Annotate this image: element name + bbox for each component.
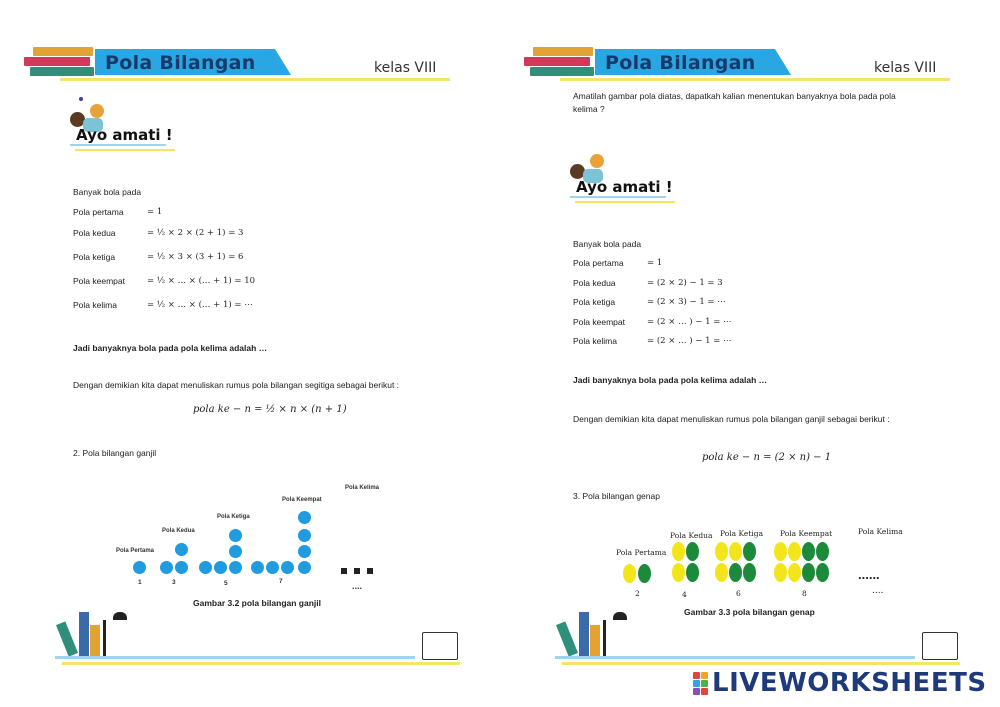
- ball: [133, 561, 146, 574]
- row-expr: = ½ × … × (… + 1) = 10: [147, 276, 256, 286]
- figure-ellipsis: ....: [352, 581, 363, 591]
- formula: pola ke − n = ½ × n × (n + 1): [193, 404, 347, 415]
- yellow-ball: [672, 542, 685, 561]
- section-heading: 3. Pola bilangan genap: [573, 491, 660, 501]
- ball: [298, 511, 311, 524]
- logo-square: [693, 672, 700, 679]
- footer-divider: [555, 656, 915, 659]
- row-expr: = ½ × 2 × (2 + 1) = 3: [147, 228, 244, 238]
- green-ball: [802, 542, 815, 561]
- page-right: [500, 0, 1000, 707]
- figure-label: Pola Kedua: [162, 528, 195, 534]
- yellow-ball: [788, 563, 801, 582]
- conclusion-text: Jadi banyaknya bola pada pola kelima adalah …: [73, 343, 268, 353]
- figure-dots: ......: [858, 567, 880, 582]
- logo-square: [701, 672, 708, 679]
- intro-text: Banyak bola pada: [73, 187, 142, 197]
- figure-number: 5: [224, 580, 228, 587]
- formula: pola ke − n = (2 × n) − 1: [702, 452, 832, 463]
- row-label: Pola keempat: [573, 317, 625, 327]
- logo-square: [701, 688, 708, 695]
- ayo-amati-heading: Ayo amati !: [76, 126, 173, 144]
- figure-number: 3: [172, 579, 176, 586]
- header-divider: [60, 78, 450, 81]
- ball: [229, 545, 242, 558]
- ball: [199, 561, 212, 574]
- question-text: Amatilah gambar pola diatas, dapatkah kalian menentukan banyaknya bola pada pola: [573, 91, 896, 101]
- ayo-amati-heading: Ayo amati !: [576, 178, 673, 196]
- ball: [175, 561, 188, 574]
- row-expr: = (2 × … ) − 1 = ⋯: [647, 336, 732, 346]
- green-ball: [743, 542, 756, 561]
- yellow-ball: [729, 542, 742, 561]
- figure-label: Pola Keempat: [780, 529, 833, 538]
- green-ball: [729, 563, 742, 582]
- ball: [229, 561, 242, 574]
- ball: [298, 529, 311, 542]
- ball: [298, 545, 311, 558]
- row-label: Pola pertama: [73, 207, 124, 217]
- ball: [298, 561, 311, 574]
- ellipsis-square: [367, 568, 373, 574]
- green-ball: [686, 542, 699, 561]
- figure-label: Pola Kedua: [670, 531, 713, 540]
- row-label: Pola kelima: [73, 300, 117, 310]
- row-label: Pola kelima: [573, 336, 617, 346]
- figure-number: 4: [682, 590, 687, 599]
- figure-label: Pola Pertama: [616, 548, 667, 557]
- yellow-ball: [774, 563, 787, 582]
- page-number-box: [922, 632, 958, 660]
- formula-intro: Dengan demikian kita dapat menuliskan rumus pola bilangan segitiga sebagai berikut :: [73, 380, 400, 390]
- figure-caption: Gambar 3.2 pola bilangan ganjil: [193, 598, 322, 608]
- ayo-underline-2: [575, 201, 675, 203]
- row-label: Pola ketiga: [73, 252, 116, 262]
- yellow-ball: [715, 563, 728, 582]
- row-label: Pola pertama: [573, 258, 624, 268]
- figure-ellipsis: ....: [872, 586, 884, 596]
- yellow-ball: [623, 564, 636, 583]
- yellow-ball: [788, 542, 801, 561]
- row-expr: = ½ × … × (… + 1) = ⋯: [147, 300, 253, 310]
- ball: [160, 561, 173, 574]
- figure-label: Pola Ketiga: [720, 529, 764, 538]
- row-label: Pola keempat: [73, 276, 125, 286]
- row-expr: = (2 × 3) − 1 = ⋯: [647, 297, 726, 307]
- footer-divider-2: [62, 662, 460, 665]
- figure-label: Pola Keempat: [282, 497, 322, 503]
- conclusion-text: Jadi banyaknya bola pada pola kelima adalah …: [573, 375, 768, 385]
- green-ball: [743, 563, 756, 582]
- figure-number: 8: [802, 589, 807, 598]
- yellow-ball: [672, 563, 685, 582]
- figure-label: Pola Kelima: [345, 485, 380, 491]
- yellow-ball: [774, 542, 787, 561]
- figure-number: 2: [635, 589, 640, 598]
- figure-number: 6: [736, 589, 741, 598]
- row-expr: = 1: [647, 258, 663, 268]
- footer-divider-2: [562, 662, 960, 665]
- page-number-box: [422, 632, 458, 660]
- header-divider: [560, 78, 950, 81]
- figure-label: Pola Ketiga: [217, 514, 250, 520]
- question-text-2: kelima ?: [573, 104, 605, 114]
- ball: [229, 529, 242, 542]
- page-title: Pola Bilangan: [605, 52, 756, 74]
- green-ball: [802, 563, 815, 582]
- green-ball: [816, 542, 829, 561]
- page-title: Pola Bilangan: [105, 52, 256, 74]
- logo-square: [693, 680, 700, 687]
- row-label: Pola kedua: [573, 278, 616, 288]
- ball: [251, 561, 264, 574]
- row-expr: = (2 × … ) − 1 = ⋯: [647, 317, 732, 327]
- logo-square: [701, 680, 708, 687]
- green-ball: [816, 563, 829, 582]
- section-heading: 2. Pola bilangan ganjil: [73, 448, 157, 458]
- row-expr: = (2 × 2) − 1 = 3: [647, 278, 723, 288]
- class-label: kelas VIII: [874, 60, 937, 76]
- ayo-underline: [570, 196, 666, 198]
- intro-text: Banyak bola pada: [573, 239, 642, 249]
- formula-intro: Dengan demikian kita dapat menuliskan rumus pola bilangan ganjil sebagai berikut :: [573, 414, 890, 424]
- ellipsis-square: [341, 568, 347, 574]
- green-ball: [686, 563, 699, 582]
- row-label: Pola kedua: [73, 228, 116, 238]
- yellow-ball: [715, 542, 728, 561]
- figure-number: 1: [138, 579, 142, 586]
- logo-square: [693, 688, 700, 695]
- row-expr: = ½ × 3 × (3 + 1) = 6: [147, 252, 244, 262]
- row-expr: = 1: [147, 207, 163, 217]
- ball: [175, 543, 188, 556]
- footer-divider: [55, 656, 415, 659]
- ellipsis-square: [354, 568, 360, 574]
- figure-label: Pola Kelima: [858, 527, 903, 536]
- ayo-underline-2: [75, 149, 175, 151]
- row-label: Pola ketiga: [573, 297, 616, 307]
- figure-caption: Gambar 3.3 pola bilangan genap: [684, 607, 815, 617]
- watermark-text: LIVEWORKSHEETS: [712, 668, 987, 698]
- ball: [266, 561, 279, 574]
- ball: [214, 561, 227, 574]
- green-ball: [638, 564, 651, 583]
- figure-label: Pola Pertama: [116, 548, 155, 554]
- ayo-underline: [70, 144, 166, 146]
- class-label: kelas VIII: [374, 60, 437, 76]
- figure-number: 7: [279, 578, 283, 585]
- ball: [281, 561, 294, 574]
